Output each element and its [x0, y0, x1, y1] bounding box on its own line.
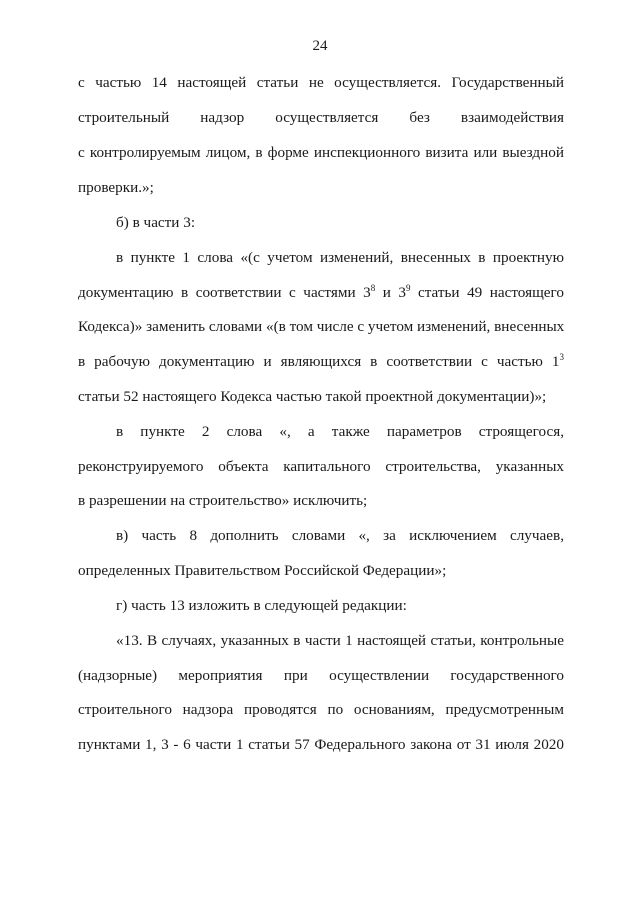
text-line: строительный надзор осуществляется без взаимодействия [78, 109, 564, 126]
text-line: в разрешении на строительство» исключить; [78, 492, 368, 509]
text-fragment: в рабочую документацию и являющихся в соответствии с частью 1 [78, 353, 560, 370]
text-line: строительного надзора проводятся по основаниям, предусмотренным [78, 701, 564, 718]
text-line: б) в части 3: [116, 214, 196, 231]
text-fragment: статьи 49 настоящего [410, 284, 564, 301]
superscript: 3 [559, 351, 564, 362]
text-line: проверки.»; [78, 179, 154, 196]
text-fragment: документацию в соответствии с частями 3 [78, 284, 371, 301]
text-line: реконструируемого объекта капитального строительства, указанных [78, 458, 564, 475]
text-line: в) часть 8 дополнить словами «, за исключением случаев, [116, 527, 564, 544]
text-line: статьи 52 настоящего Кодекса частью такой проектной документации)»; [78, 388, 547, 405]
text-line: в пункте 1 слова «(с учетом изменений, внесенных в проектную [116, 249, 564, 266]
text-line: с контролируемым лицом, в форме инспекционного визита или выездной [78, 144, 564, 161]
text-line: пунктами 1, 3 - 6 части 1 статьи 57 Федерального закона от 31 июля 2020 [78, 736, 564, 753]
text-line: г) часть 13 изложить в следующей редакции: [116, 597, 407, 614]
text-line: определенных Правительством Российской Федерации»; [78, 562, 447, 579]
page-number: 24 [312, 38, 328, 54]
superscript: 8 [370, 282, 376, 293]
text-line: (надзорные) мероприятия при осуществлении государственного [78, 667, 564, 684]
superscript: 9 [405, 282, 411, 293]
text-line-with-superscripts [78, 284, 564, 302]
text-line: Кодекса)» заменить словами «(в том числе с учетом изменений, внесенных [78, 318, 565, 335]
text-line: с частью 14 настоящей статьи не осуществляется. Государственный [78, 74, 564, 91]
text-line-with-superscript [78, 353, 564, 371]
text-line: в пункте 2 слова «, а также параметров строящегося, [116, 423, 564, 440]
text-fragment: и 3 [375, 284, 406, 301]
text-line: «13. В случаях, указанных в части 1 настоящей статьи, контрольные [116, 632, 564, 649]
